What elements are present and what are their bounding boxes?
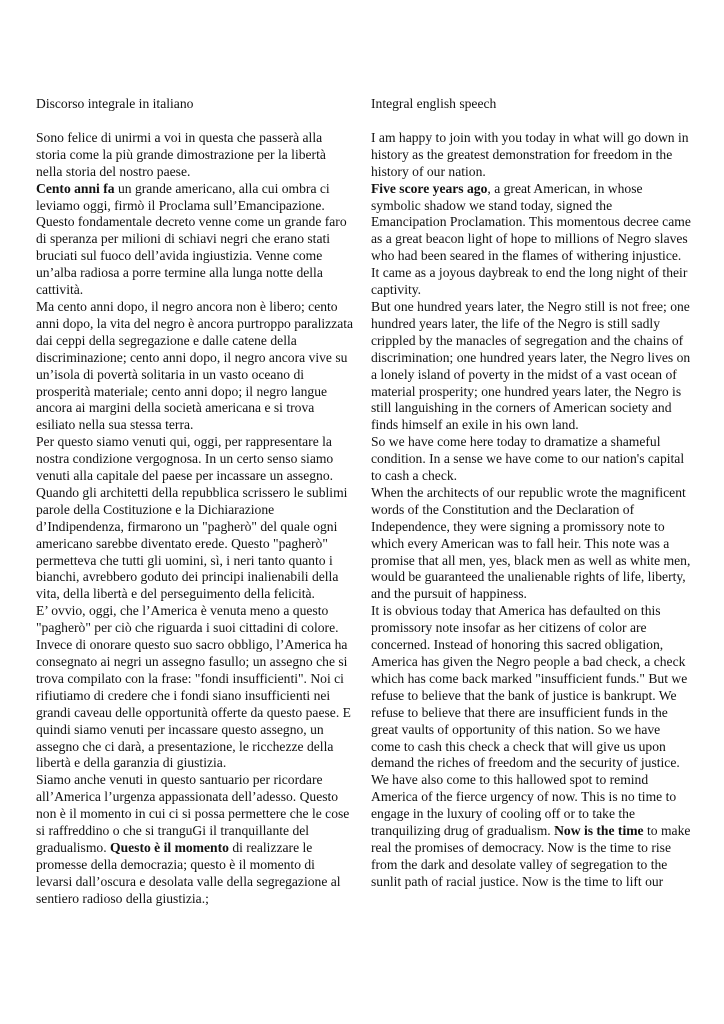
italian-paragraph-2-text: un grande americano, alla cui ombra ci leviamo oggi, firmò il Proclama sull’Emancipazione. Questo fondamentale decreto venne come un grande faro di speranza per milioni di schiavi negri che erano stati bruciati sul fuoco dell’avida ingiustizia. Venne come un’alba radiosa a porre termine alla lunga notte della cattività. (36, 180, 347, 298)
english-paragraph-1: I am happy to join with you today in what will go down in history as the greatest demonstration for freedom in the history of our nation. (371, 129, 689, 179)
italian-paragraph-3: Ma cento anni dopo, il negro ancora non è libero; cento anni dopo, la vita del negro è ancora purtroppo paralizzata dai ceppi della segregazione e dalle catene della discriminazione; cento anni dopo, il negro ancora vive su un’isola di povertà solitaria in un vasto oceano di prosperità materiale; cento anni dopo; il negro langue ancora ai margini della società americana e si trova esiliato nella sua stessa terra. (36, 298, 354, 433)
italian-paragraph-6-tail: di realizzare le promesse della democrazia; questo è il momento di levarsi dall’oscura e desolata valle della segregazione al sentiero radioso della giustizia.; (36, 839, 341, 906)
italian-bold-phrase: Cento anni fa (36, 180, 115, 196)
italian-heading: Discorso integrale in italiano (36, 96, 194, 111)
italian-paragraph-1: Sono felice di unirmi a voi in questa che passerà alla storia come la più grande dimostrazione per la libertà nella storia del nostro paese. (36, 129, 326, 179)
italian-paragraph-5: E’ ovvio, oggi, che l’America è venuta meno a questo "pagherò" per ciò che riguarda i suoi cittadini di colore. Invece di onorare questo suo sacro obbligo, l’America ha consegnato ai negri un assegno fasullo; un assegno che si trova compilato con la frase: "fondi insufficienti". Noi ci rifiutiamo di credere che i fondi siano insufficienti nei grandi caveau delle opportunità offerte da questo paese. E quindi siamo venuti per incassare questo assegno, un assegno che ci darà, a presentazione, le ricchezze della libertà e della garanzia di giustizia. (36, 603, 351, 771)
english-heading: Integral english speech (371, 96, 497, 111)
english-paragraph-6-text: It is obvious today that America has defaulted on this promissory note insofar as her citizens of color are concerned. Instead of honoring this sacred obligation, America has given the Negro people a bad check, a check which has come back marked "insufficient funds." But we refuse to believe that the bank of justice is bankrupt. We refuse to believe that there are insufficient funds in the great vaults of opportunity of this nation. So we have come to cash this check a check that will give us upon demand the riches of freedom and the security of justice. We have also come to this hallowed spot to remind America of the fierce urgency of now. This is no time to engage in the luxury of cooling off or to take the tranquilizing drug of gradualism. (371, 603, 688, 839)
italian-paragraph-6 (36, 772, 354, 907)
english-paragraph-2 (371, 181, 691, 299)
english-paragraph-2-text: , a great American, in whose symbolic shadow we stand today, signed the Emancipation Proclamation. This momentous decree came as a great beacon light of hope to millions of Negro slaves who had been seared in the flames of withering injustice. It came as a joyous daybreak to end the long night of their captivity. (371, 180, 691, 298)
english-paragraph-6-tail: to make real the promises of democracy. Now is the time to rise from the dark and desolate valley of segregation to the sunlit path of racial justice. Now is the time to lift our (371, 823, 691, 889)
italian-bold-phrase-2: Questo è il momento (110, 839, 229, 855)
italian-column (36, 96, 354, 908)
english-paragraph-3: But one hundred years later, the Negro still is not free; one hundred years later, the life of the Negro is still sadly crippled by the manacles of segregation and the chains of discrimination; one hundred years later, the Negro lives on a lonely island of poverty in the midst of a vast ocean of material prosperity; one hundred years later, the Negro is still languishing in the corners of American society and finds himself an exile in his own land. (371, 298, 691, 433)
english-column (371, 96, 691, 891)
english-bold-phrase: Five score years ago (371, 180, 488, 196)
italian-paragraph-6-text: Siamo anche venuti in questo santuario per ricordare all’America l’urgenza appassionata dell’adesso. Questo non è il momento in cui ci si possa permettere che le cose si raffreddino o che si tranguGi il tranquillante del gradualismo. (36, 772, 350, 855)
english-paragraph-5: When the architects of our republic wrote the magnificent words of the Constitution and the Declaration of Independence, they were signing a promissory note to which every American was to fall heir. This note was a promise that all men, yes, black men as well as white men, would be guaranteed the unalienable rights of life, liberty, and the pursuit of happiness. (371, 484, 691, 602)
english-bold-phrase-2: Now is the time (554, 823, 644, 839)
italian-paragraph-4: Per questo siamo venuti qui, oggi, per rappresentare la nostra condizione vergognosa. In un certo senso siamo venuti alla capitale del paese per incassare un assegno. Quando gli architetti della repubblica scrissero le sublimi parole della Costituzione e la Dichiarazione d’Indipendenza, firmarono un "pagherò" del quale ogni americano sarebbe diventato erede. Questo "pagherò" permetteva che tutti gli uomini, sì, i neri tanto quanto i bianchi, avrebbero goduto dei principi inalienabili della vita, della libertà e del perseguimento della felicità. (36, 434, 348, 602)
english-paragraph-4: So we have come here today to dramatize a shameful condition. In a sense we have come to our nation's capital to cash a check. (371, 434, 685, 484)
english-paragraph-6 (371, 603, 691, 890)
italian-paragraph-2 (36, 181, 354, 299)
